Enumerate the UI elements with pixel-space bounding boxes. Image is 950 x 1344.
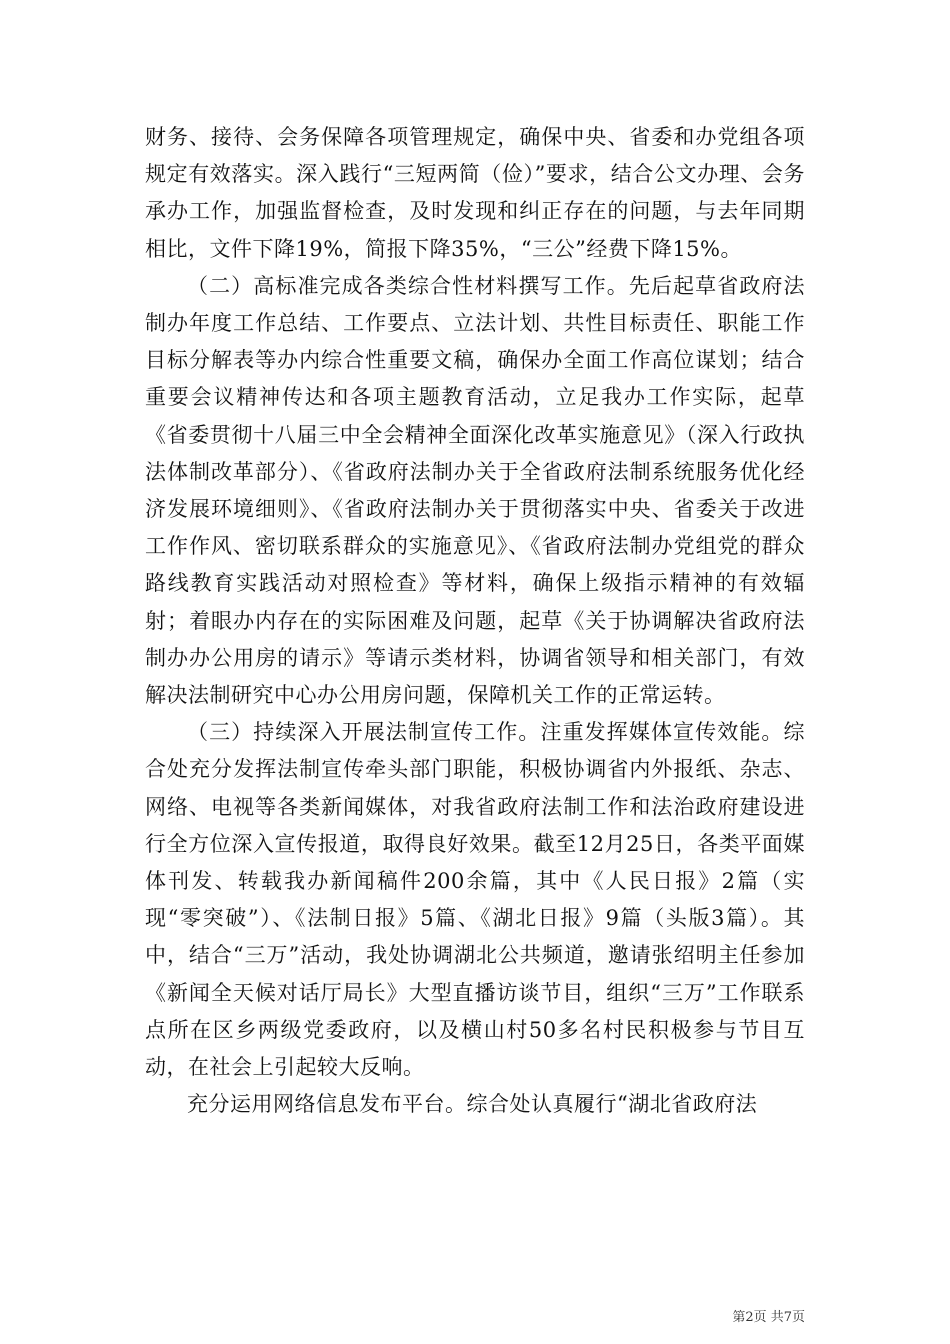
paragraph-materials-writing: （二）高标准完成各类综合性材料撰写工作。先后起草省政府法制办年度工作总结、工作要点、立法计划、共性目标责任、职能工作目标分解表等办内综合性重要文稿，确保办全面工作高位谋划；结合重要会议精神传达和各项主题教育活动，立足我办工作实际，起草《省委贯彻十八届三中全会精神全面深化改革实施意见》（深入行政执法体制改革部分）、《省政府法制办关于全省政府法制系统服务优化经济发展环境细则》、《省政府法制办关于贯彻落实中央、省委关于改进工作作风、密切联系群众的实施意见》、《省政府法制办党组党的群众路线教育实践活动对照检查》等材料，确保上级指示精神的有效辐射；着眼办内存在的实际困难及问题，起草《关于协调解决省政府法制办办公用房的请示》等请示类材料，协调省领导和相关部门，有效解决法制研究中心办公用房问题，保障机关工作的正常运转。 bbox=[145, 273, 805, 708]
paragraph-continuation: 财务、接待、会务保障各项管理规定，确保中央、省委和办党组各项规定有效落实。深入践行“三短两简（俭）”要求，结合公文办理、会务承办工作，加强监督检查，及时发现和纠正存在的问题，与去年同期相比，文件下降19%，简报下降35%，“三公”经费下降15%。 bbox=[145, 125, 805, 261]
paragraph-legal-publicity: （三）持续深入开展法制宣传工作。注重发挥媒体宣传效能。综合处充分发挥法制宣传牵头部门职能，积极协调省内外报纸、杂志、网络、电视等各类新闻媒体，对我省政府法制工作和法治政府建设进行全方位深入宣传报道，取得良好效果。截至12月25日，各类平面媒体刊发、转载我办新闻稿件200余篇，其中《人民日报》2篇（实现“零突破”）、《法制日报》5篇、《湖北日报》9篇（头版3篇）。其中，结合“三万”活动，我处协调湖北公共频道，邀请张绍明主任参加《新闻全天候对话厅局长》大型直播访谈节目，组织“三万”工作联系点所在区乡两级党委政府，以及横山村50多名村民积极参与节目互动，在社会上引起较大反响。 bbox=[145, 720, 805, 1080]
paragraph-network-platform: 充分运用网络信息发布平台。综合处认真履行“湖北省政府法 bbox=[187, 1092, 758, 1117]
page-number: 第2页 共7页 bbox=[732, 1310, 805, 1325]
document-body bbox=[145, 119, 805, 1123]
